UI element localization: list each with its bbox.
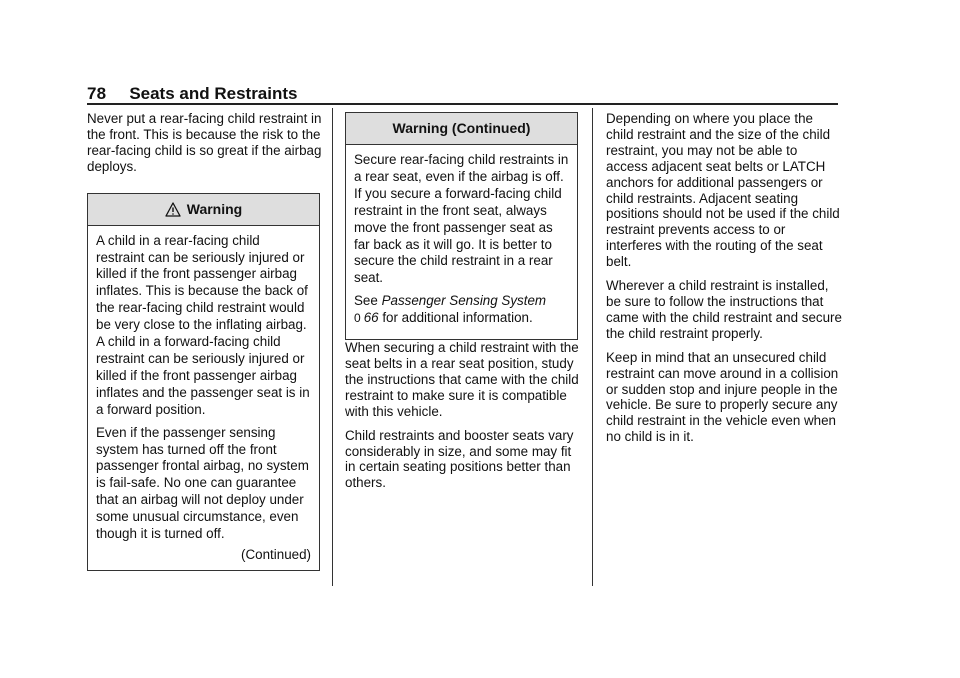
column-1 — [87, 111, 323, 571]
column-divider-1 — [332, 108, 333, 586]
warning-paragraph-1: A child in a rear-facing child restraint can be seriously injured or killed if the front passenger airbag inflates. This is because the back of the rear-facing child restraint would be very close to the inflating airbag. A child in a forward-facing child restraint can be seriously injured or killed if the front passenger airbag inflates and the passenger seat is in a forward position. — [96, 232, 310, 417]
header-rule — [87, 103, 838, 105]
paragraph-wherever: Wherever a child restraint is installed, be sure to follow the instructions that came with the child restraint and secure the child restraint properly. — [606, 278, 842, 341]
paragraph-booster: Child restraints and booster seats vary considerably in size, and some may fit in certain seating positions better than others. — [345, 427, 574, 491]
see-reference — [354, 293, 569, 327]
column-2 — [345, 112, 581, 499]
paragraph-keep-in-mind: Keep in mind that an unsecured child restraint can move around in a collision or sudden stop and injure people in the vehicle. Be sure to properly secure any child restraint in the vehicle even when no child is in it. — [606, 349, 839, 445]
see-prefix: See — [354, 293, 378, 309]
warning-continued-header — [346, 113, 577, 145]
warning-title: Warning — [186, 200, 243, 217]
warning-continued-box — [345, 112, 578, 340]
page-number: 78 — [87, 84, 107, 103]
see-link[interactable]: Passenger Sensing System — [381, 293, 547, 309]
warning-header — [88, 194, 319, 226]
continued-label: (Continued) — [241, 546, 311, 562]
intro-paragraph: Never put a rear-facing child restraint in the front. This is because the risk to the rear-facing child is so great if the airbag deploys. — [87, 111, 322, 174]
warning-box — [87, 193, 320, 571]
ref-suffix: for additional information. — [382, 310, 533, 326]
paragraph-securing: When securing a child restraint with the seat belts in a rear seat position, study the instructions that came with the child restraint to make sure it is compatible with this vehicle. — [345, 340, 579, 419]
warning-continued-body — [346, 145, 577, 339]
column-divider-2 — [592, 108, 593, 586]
warning-continued-title: Warning (Continued) — [392, 120, 531, 137]
column-3 — [606, 111, 842, 453]
paragraph-depending: Depending on where you place the child restraint and the size of the child restraint, you may not be able to access adjacent seat belts or LATCH anchors for additional passengers or child restraints. Adjacent seating positions should not be used if the child restraint prevents access to or interferes with the routing of the seat belt. — [606, 111, 840, 270]
page-ref-icon: 0 — [354, 311, 361, 326]
warning-body — [88, 226, 319, 570]
warning-continued-paragraph: Secure rear-facing child restraints in a rear seat, even if the airbag is off. If you secure a forward-facing child restraint in the front seat, always move the front passenger seat as far back as it will go. It is better to secure the child restraint in a rear seat. — [354, 152, 569, 286]
page-ref-number[interactable]: 66 — [363, 310, 379, 326]
warning-paragraph-2: Even if the passenger sensing system has turned off the front passenger frontal airbag, no system is fail-safe. No one can guarantee that an airbag will not deploy under some unusual circumstance, even though it is turned off. — [96, 424, 309, 542]
page-header — [87, 82, 838, 104]
section-title: Seats and Restraints — [129, 84, 298, 103]
warning-triangle-icon — [165, 202, 181, 217]
